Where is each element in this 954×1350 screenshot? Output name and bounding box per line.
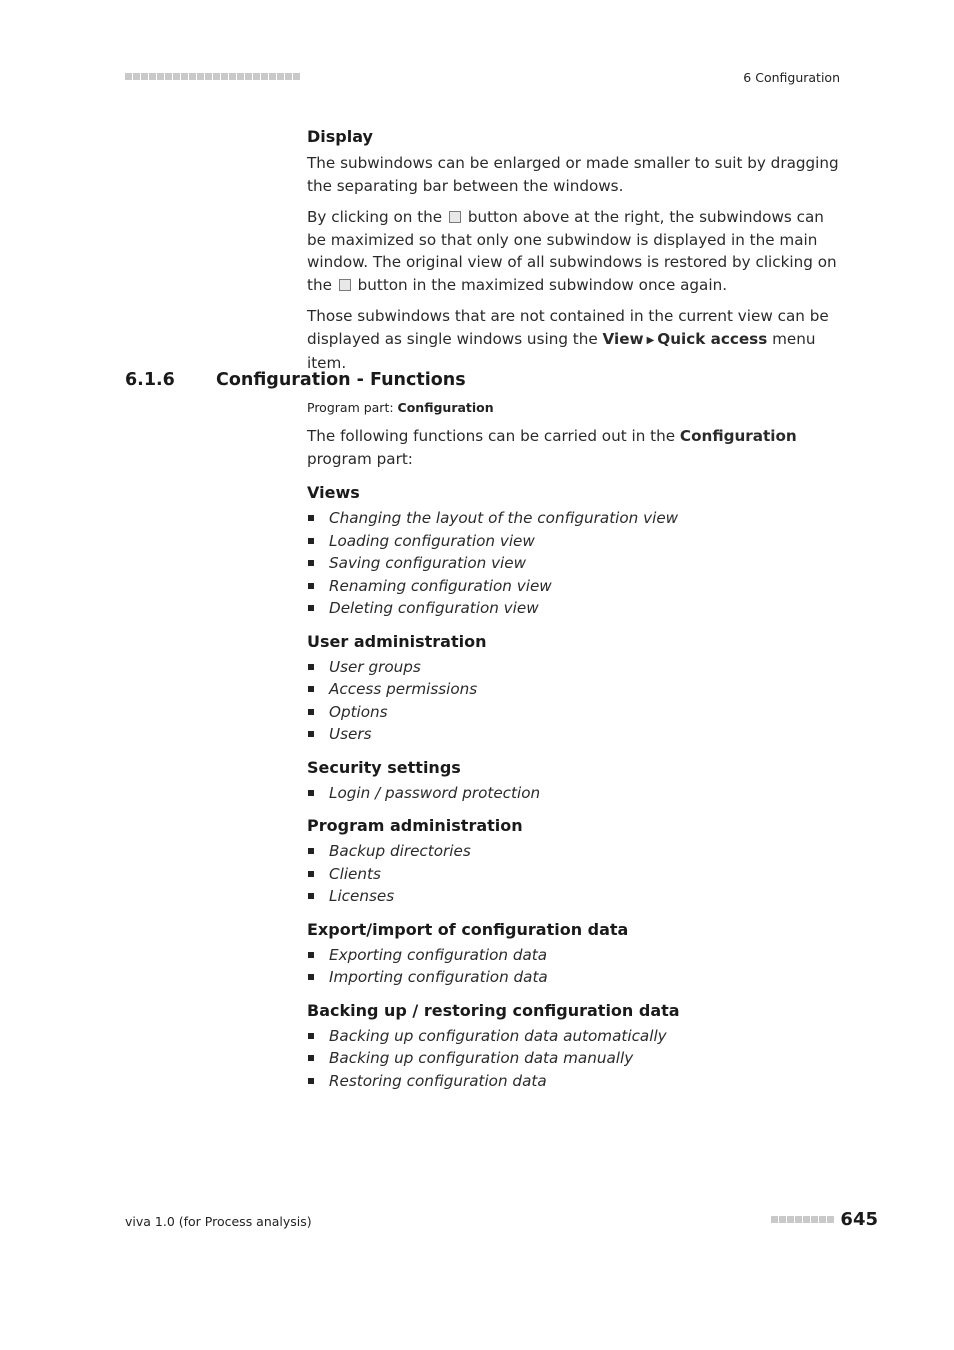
- list-item: [307, 885, 842, 908]
- program-part-value: Configuration: [397, 400, 494, 415]
- decoration-dot: [779, 1216, 786, 1223]
- decoration-dot: [245, 73, 252, 80]
- list-item-text: Access permissions: [329, 680, 478, 698]
- list-item-text: Clients: [329, 864, 381, 883]
- decoration-dot: [149, 73, 156, 80]
- group-heading: Views: [307, 483, 360, 502]
- display-paragraph-3-part-b: menu item.: [307, 329, 816, 372]
- group-heading: Program administration: [307, 816, 523, 835]
- decoration-dot: [157, 73, 164, 80]
- group-heading: Security settings: [307, 757, 461, 777]
- program-part-line: [307, 400, 842, 415]
- decoration-dot: [141, 73, 148, 80]
- section-heading: [125, 370, 466, 390]
- list-item-text: Deleting configuration view: [329, 599, 539, 617]
- section-intro-bold: Configuration: [679, 427, 797, 445]
- list-item: [307, 530, 842, 553]
- function-groups: [307, 483, 842, 1092]
- decoration-dot: [819, 1216, 826, 1223]
- list-item-text: Licenses: [329, 887, 395, 905]
- list-item: [307, 782, 842, 805]
- list-item-text: User groups: [329, 657, 421, 676]
- section-number: 6.1.6: [125, 370, 175, 390]
- decoration-dot: [181, 73, 188, 80]
- maximize-button-icon: [449, 211, 461, 223]
- list-item: [307, 507, 842, 530]
- decoration-dot: [205, 73, 212, 80]
- square-bullet-icon: [308, 709, 314, 715]
- group-list: [307, 944, 842, 989]
- decoration-dot: [213, 73, 220, 80]
- display-paragraph-2-part-a: By clicking on the: [307, 208, 443, 226]
- decoration-dot: [173, 73, 180, 80]
- menu-path-quick-access: Quick access: [657, 329, 768, 348]
- display-paragraph-3-part-a: Those subwindows that are not contained in the current view can be displayed as single windows using the: [307, 307, 829, 348]
- list-item: [307, 944, 842, 967]
- group-list: [307, 782, 842, 805]
- square-bullet-icon: [308, 1033, 314, 1039]
- running-header-chapter: 6 Configuration: [743, 70, 840, 85]
- list-item-text: Exporting configuration data: [329, 945, 548, 964]
- footer-decoration-dots: [771, 1216, 834, 1223]
- list-item: [307, 863, 842, 886]
- square-bullet-icon: [308, 952, 314, 958]
- decoration-dot: [261, 73, 268, 80]
- list-item-text: Saving configuration view: [329, 554, 527, 572]
- group-heading: User administration: [307, 631, 487, 651]
- list-item-text: Renaming configuration view: [329, 576, 552, 595]
- square-bullet-icon: [308, 1055, 314, 1061]
- square-bullet-icon: [308, 560, 314, 566]
- section-intro: [307, 425, 842, 470]
- square-bullet-icon: [308, 893, 314, 899]
- list-item: [307, 701, 842, 724]
- square-bullet-icon: [308, 515, 314, 521]
- group-list: [307, 507, 842, 620]
- square-bullet-icon: [308, 664, 314, 670]
- decoration-dot: [771, 1216, 778, 1223]
- list-item: [307, 966, 842, 989]
- menu-path-arrow-icon: ▶: [646, 334, 655, 346]
- decoration-dot: [795, 1216, 802, 1223]
- list-item: [307, 552, 842, 575]
- list-item: [307, 840, 842, 863]
- decoration-dot: [277, 73, 284, 80]
- decoration-dot: [293, 73, 300, 80]
- square-bullet-icon: [308, 605, 314, 611]
- decoration-dot: [229, 73, 236, 80]
- decoration-dot: [197, 73, 204, 80]
- list-item: [307, 723, 842, 746]
- program-part-label: Program part:: [307, 400, 394, 415]
- section-intro-part-a: The following functions can be carried out in the: [307, 427, 676, 445]
- group-heading: Export/import of configuration data: [307, 919, 629, 939]
- square-bullet-icon: [308, 731, 314, 737]
- footer-page-block: [771, 1209, 878, 1230]
- decoration-dot: [787, 1216, 794, 1223]
- square-bullet-icon: [308, 790, 314, 796]
- list-item: [307, 1025, 842, 1048]
- list-item-text: Restoring configuration data: [329, 1071, 547, 1090]
- list-item: [307, 1070, 842, 1093]
- square-bullet-icon: [308, 583, 314, 589]
- square-bullet-icon: [308, 686, 314, 692]
- section-intro-part-b: program part:: [307, 449, 413, 468]
- decoration-dot: [165, 73, 172, 80]
- decoration-dot: [189, 73, 196, 80]
- footer-product: viva 1.0 (for Process analysis): [125, 1214, 312, 1229]
- display-paragraph-2: [307, 206, 842, 296]
- group-list: [307, 840, 842, 908]
- list-item-text: Backing up configuration data automatically: [329, 1026, 667, 1045]
- decoration-dot: [811, 1216, 818, 1223]
- list-item-text: Changing the layout of the configuration view: [329, 509, 679, 527]
- decoration-dot: [237, 73, 244, 80]
- square-bullet-icon: [308, 848, 314, 854]
- decoration-dot: [269, 73, 276, 80]
- list-item: [307, 597, 842, 620]
- display-paragraph-3: [307, 305, 842, 375]
- list-item-text: Importing configuration data: [329, 968, 548, 986]
- list-item-text: Users: [329, 725, 372, 743]
- decoration-dot: [221, 73, 228, 80]
- maximize-button-icon: [339, 279, 351, 291]
- decoration-dot: [803, 1216, 810, 1223]
- header-decoration-dots: [125, 73, 300, 80]
- square-bullet-icon: [308, 1078, 314, 1084]
- list-item: [307, 1047, 842, 1070]
- group-list: [307, 1025, 842, 1093]
- menu-path-view: View: [602, 329, 644, 348]
- square-bullet-icon: [308, 538, 314, 544]
- list-item-text: Backup directories: [329, 842, 471, 860]
- list-item: [307, 656, 842, 679]
- list-item-text: Options: [329, 702, 388, 721]
- display-heading: Display: [307, 127, 373, 146]
- display-paragraph-1: The subwindows can be enlarged or made smaller to suit by dragging the separating bar between the windows.: [307, 154, 839, 195]
- decoration-dot: [253, 73, 260, 80]
- page-number: 645: [840, 1209, 878, 1230]
- list-item-text: Backing up configuration data manually: [329, 1049, 634, 1067]
- display-subsection: [307, 127, 842, 375]
- decoration-dot: [133, 73, 140, 80]
- square-bullet-icon: [308, 871, 314, 877]
- section-body: [307, 400, 842, 1092]
- decoration-dot: [827, 1216, 834, 1223]
- display-paragraph-2-part-c: button in the maximized subwindow once again.: [357, 275, 728, 294]
- group-list: [307, 656, 842, 746]
- section-title: Configuration - Functions: [216, 370, 466, 390]
- list-item: [307, 575, 842, 598]
- list-item-text: Login / password protection: [329, 783, 541, 802]
- decoration-dot: [285, 73, 292, 80]
- list-item: [307, 678, 842, 701]
- display-paragraph-2-part-b: button above at the right, the subwindows can be maximized so that only one subwindow is displayed in the main window. The original view of all subwindows is restored by clicking on the: [307, 208, 837, 294]
- group-heading: Backing up / restoring configuration data: [307, 1000, 680, 1020]
- square-bullet-icon: [308, 974, 314, 980]
- decoration-dot: [125, 73, 132, 80]
- list-item-text: Loading configuration view: [329, 531, 535, 550]
